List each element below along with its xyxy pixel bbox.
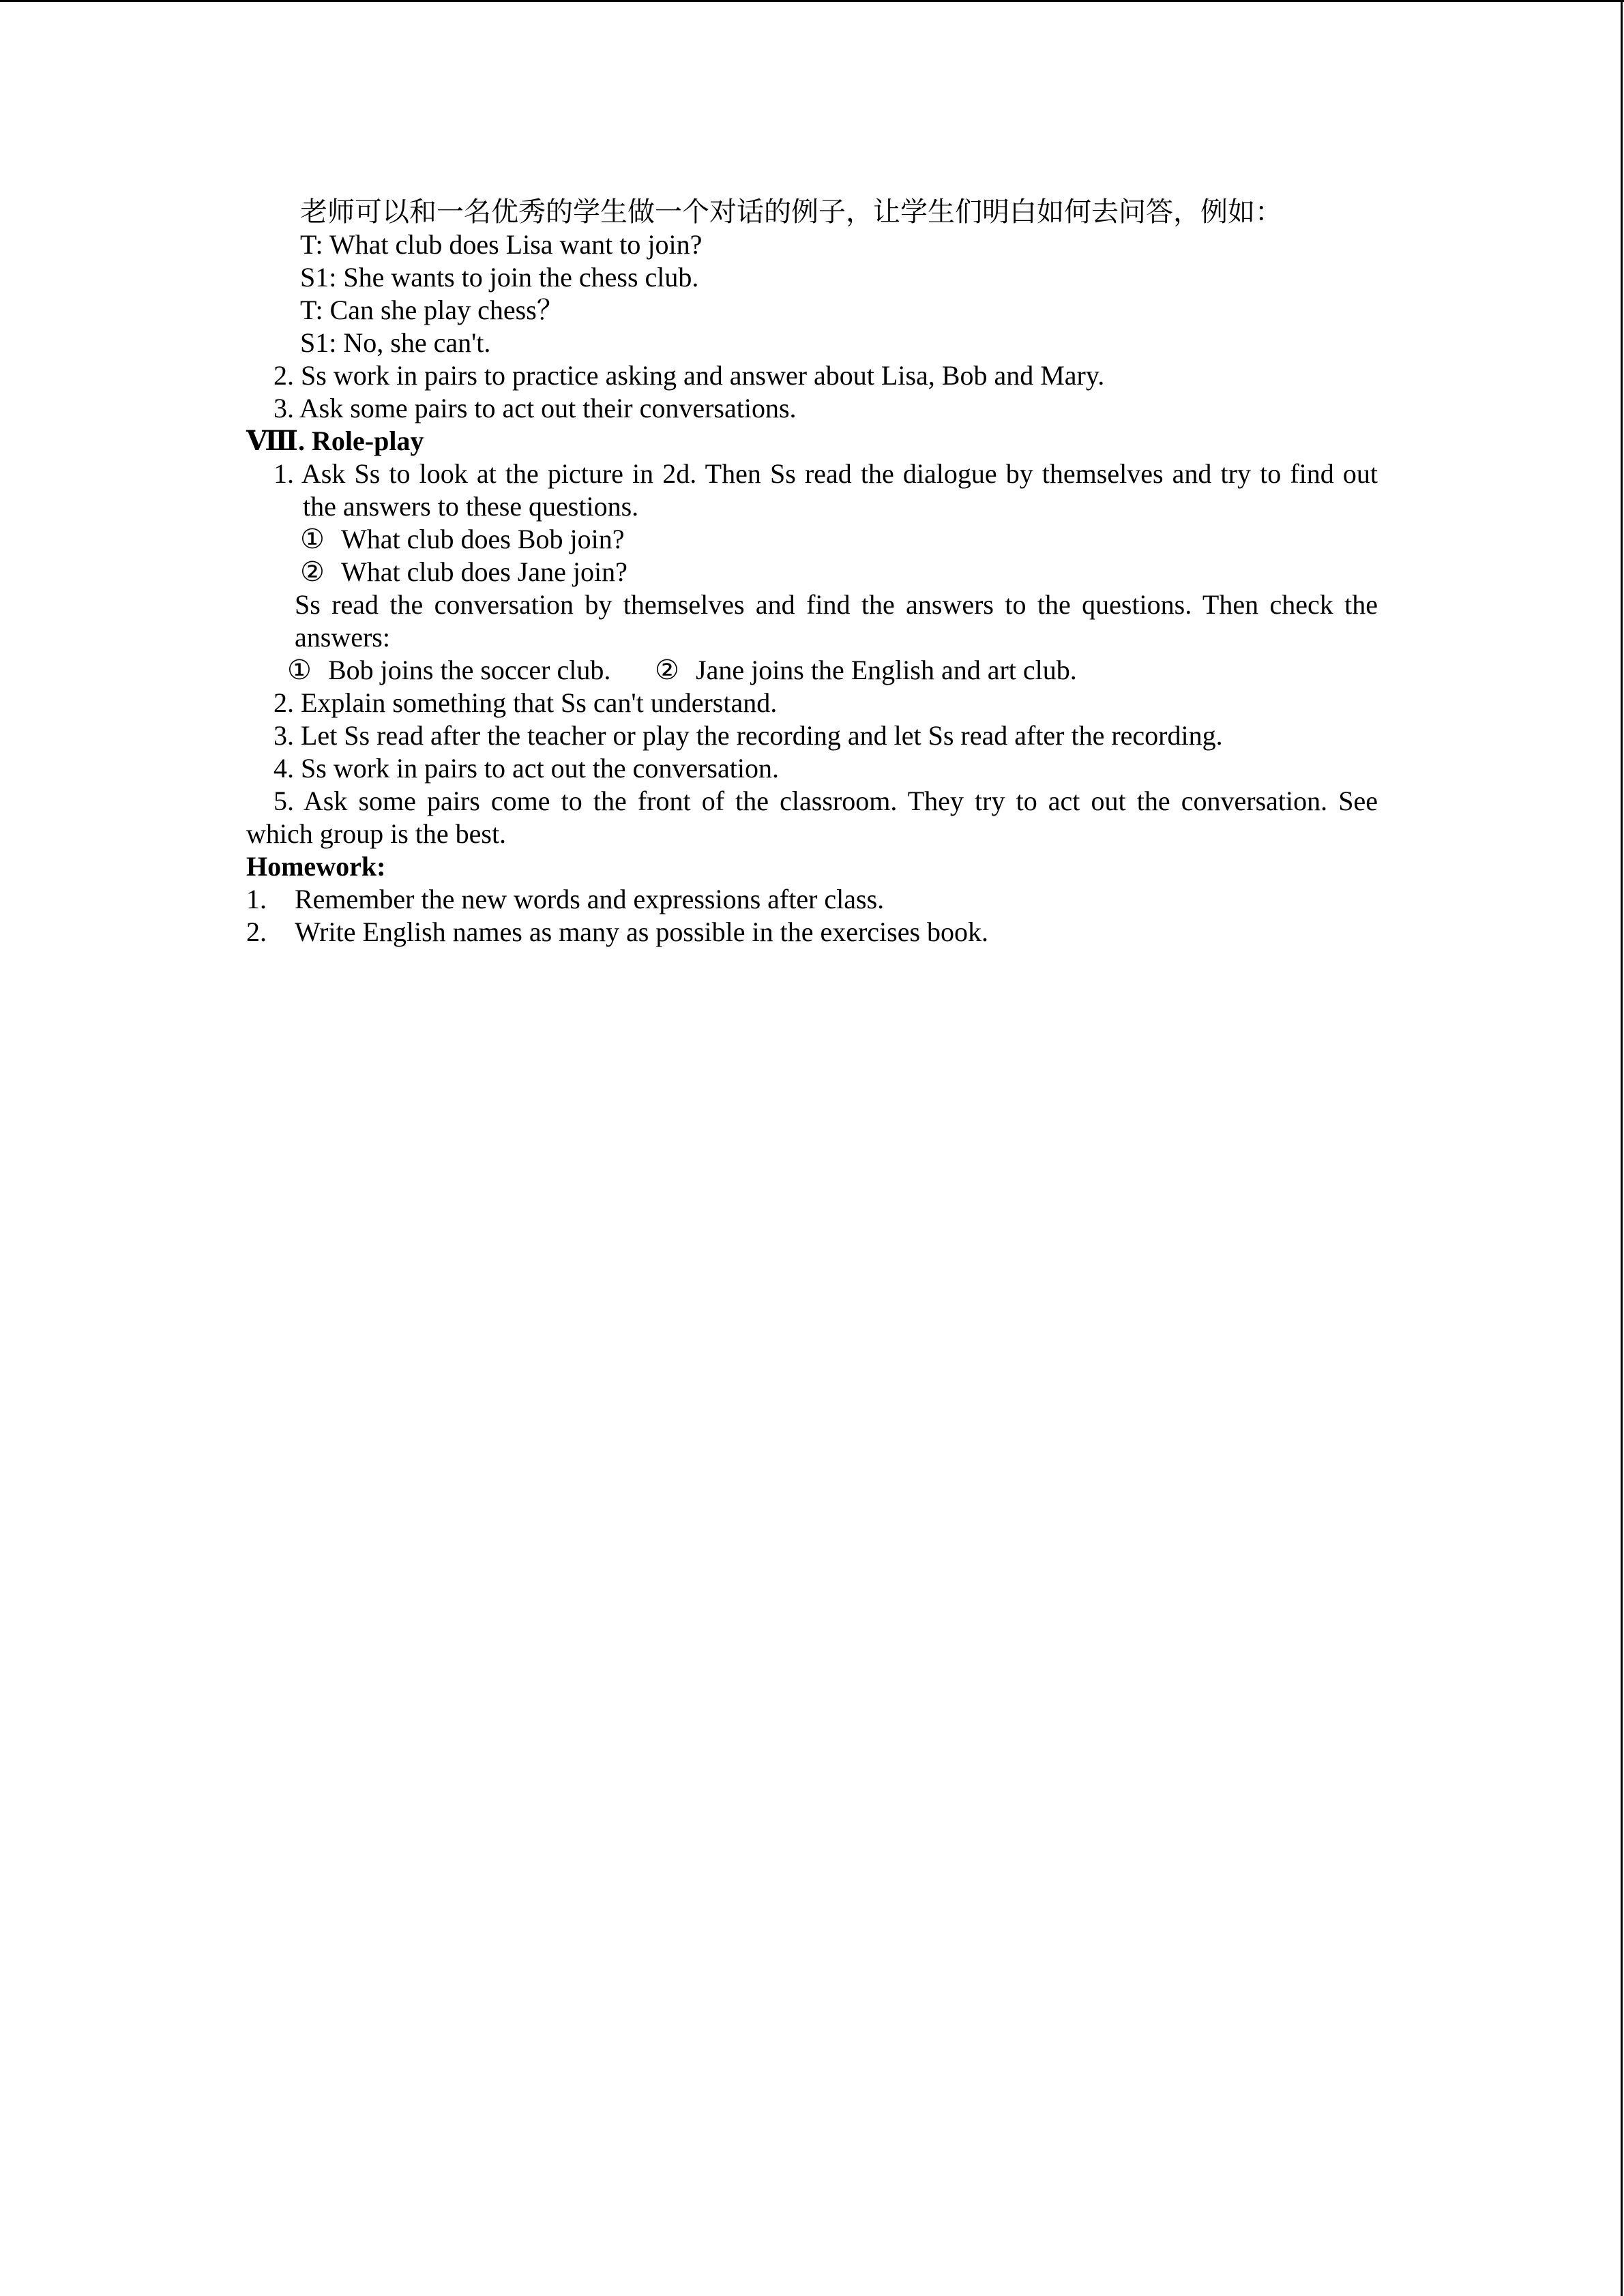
dialogue-text: T: Can she play chess？: [300, 295, 564, 325]
check-text: Ss read the conversation by themselves and find the answers to the questions. Then check the: [295, 589, 1378, 620]
page-border-top: [0, 0, 1624, 2]
answer-marker: ①: [287, 655, 312, 685]
question-text: What club does Bob join?: [341, 524, 625, 554]
answers-line: [0, 654, 1624, 687]
answer-text: Bob joins the soccer club.: [328, 655, 611, 685]
homework-item-text: Remember the new words and expressions after class.: [295, 884, 885, 914]
dialogue-text: S1: She wants to join the chess club.: [300, 262, 699, 293]
dialogue-line: [0, 294, 1624, 327]
role-play-step-5-line: [0, 818, 1624, 850]
role-play-step: [0, 752, 1624, 785]
role-play-step-1-line: [0, 490, 1624, 523]
section-heading-line: [0, 425, 1624, 458]
homework-heading: Homework:: [246, 851, 386, 882]
role-play-step-5-text: which group is the best.: [246, 818, 507, 849]
homework-item: [0, 883, 1624, 916]
question-marker: ①: [300, 524, 325, 554]
role-play-step-1-text: 1. Ask Ss to look at the picture in 2d. Then Ss read the dialogue by themselves and try to find out: [274, 458, 1378, 489]
practice-step: [0, 392, 1624, 425]
check-line: [0, 588, 1624, 621]
practice-step: [0, 359, 1624, 392]
answer-marker: ②: [655, 655, 679, 685]
role-play-step-text: 4. Ss work in pairs to act out the conversation.: [274, 753, 779, 784]
teacher-demo-intro-line: [0, 196, 1624, 228]
question-text: What club does Jane join?: [341, 556, 628, 587]
lesson-plan-body: [0, 196, 1624, 949]
role-play-step-1-text: the answers to these questions.: [303, 491, 639, 522]
question-item: [0, 523, 1624, 556]
homework-item-number: 2.: [246, 916, 267, 947]
teacher-demo-intro: 老师可以和一名优秀的学生做一个对话的例子，让学生们明白如何去问答，例如：: [300, 196, 1282, 227]
question-marker: ②: [300, 556, 325, 587]
answer-text: Jane joins the English and art club.: [696, 655, 1077, 685]
role-play-step: [0, 687, 1624, 719]
dialogue-line: [0, 228, 1624, 261]
dialogue-line: [0, 261, 1624, 294]
dialogue-text: S1: No, she can't.: [300, 327, 491, 358]
check-line: [0, 621, 1624, 654]
question-item: [0, 556, 1624, 588]
dialogue-text: T: What club does Lisa want to join?: [300, 229, 703, 260]
role-play-heading: Ⅷ. Role-play: [246, 426, 424, 456]
role-play-step-5-line: [0, 785, 1624, 818]
check-text: answers:: [295, 622, 390, 653]
dialogue-line: [0, 327, 1624, 359]
homework-item-text: Write English names as many as possible in the exercises book.: [295, 916, 989, 947]
role-play-step: [0, 719, 1624, 752]
role-play-step-text: 2. Explain something that Ss can't understand.: [274, 687, 778, 718]
homework-heading-line: [0, 850, 1624, 883]
practice-step-text: 3. Ask some pairs to act out their conversations.: [274, 393, 797, 423]
homework-item-number: 1.: [246, 884, 267, 914]
role-play-step-1-line: [0, 458, 1624, 490]
practice-step-text: 2. Ss work in pairs to practice asking and answer about Lisa, Bob and Mary.: [274, 360, 1105, 391]
homework-item: [0, 916, 1624, 949]
role-play-step-5-text: 5. Ask some pairs come to the front of the classroom. They try to act out the conversation. See: [274, 786, 1378, 816]
role-play-step-text: 3. Let Ss read after the teacher or play the recording and let Ss read after the recording.: [274, 720, 1223, 751]
